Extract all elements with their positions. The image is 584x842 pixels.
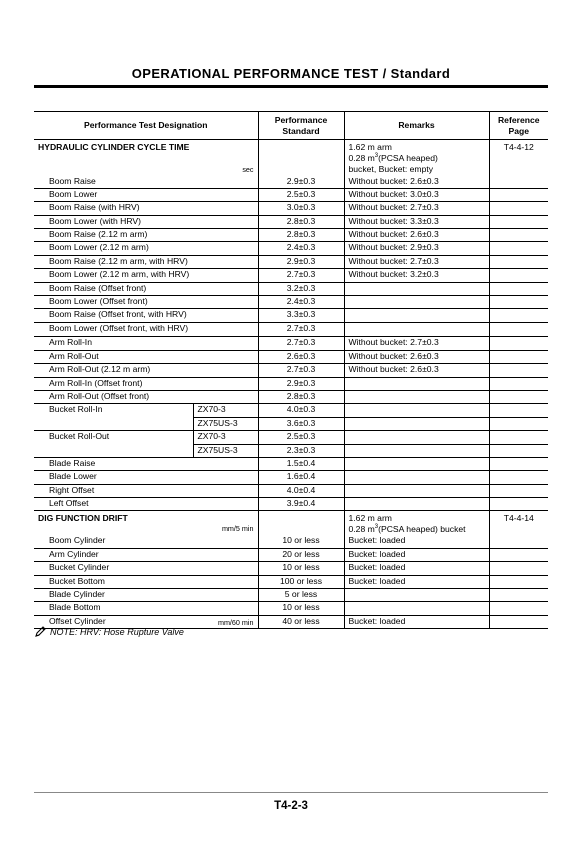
standard-value: 2.7±0.3 — [258, 337, 344, 350]
test-name: Boom Lower — [34, 188, 258, 201]
section-unit-drift: mm/5 min — [221, 524, 254, 534]
title-rule — [34, 85, 548, 88]
reference-cell — [489, 296, 548, 309]
test-name: Boom Cylinder — [49, 535, 106, 546]
reference-cell — [489, 575, 548, 588]
remark — [344, 444, 489, 457]
standard-value: 2.7±0.3 — [258, 269, 344, 282]
table-row — [34, 323, 548, 337]
standard-value: 3.3±0.3 — [258, 309, 344, 323]
header-designation: Performance Test Designation — [83, 120, 208, 131]
section-remarks-cycle: 1.62 m arm 0.28 $m^3(PCSA$ heaped) bucket, Bucket: empty — [344, 140, 489, 176]
reference-cell — [489, 269, 548, 282]
standard-value: 1.5±0.4 — [258, 457, 344, 470]
performance-table — [34, 111, 548, 629]
remark: Without bucket: 2.6±0.3 — [344, 350, 489, 363]
remark — [344, 323, 489, 337]
standard-value: 2.5±0.3 — [258, 431, 344, 444]
reference-cell — [489, 337, 548, 350]
table-row — [34, 377, 548, 390]
reference-cell — [489, 188, 548, 201]
drift-name-cell — [34, 602, 258, 615]
reference-cell — [489, 282, 548, 295]
remark: Without bucket: 2.6±0.3 — [344, 176, 489, 189]
remark: Without bucket: 2.6±0.3 — [344, 364, 489, 377]
test-name — [34, 417, 193, 430]
reference-cell — [489, 176, 548, 189]
reference-cell — [489, 562, 548, 575]
table-row — [34, 364, 548, 377]
standard-value: 4.0±0.3 — [258, 404, 344, 417]
standard-value: 2.9±0.3 — [258, 176, 344, 189]
footer-rule — [34, 792, 548, 793]
reference-cell — [489, 589, 548, 602]
drift-name-cell — [34, 589, 258, 602]
remark — [344, 282, 489, 295]
test-name: Boom Lower (with HRV) — [34, 215, 258, 228]
table-row — [34, 296, 548, 309]
table-row — [34, 215, 548, 228]
reference-cell — [489, 323, 548, 337]
test-name: Bucket Roll-Out — [49, 431, 110, 442]
reference-cell — [489, 364, 548, 377]
note-text: NOTE: HRV: Hose Rupture Valve — [50, 627, 184, 637]
standard-value: 10 or less — [258, 602, 344, 615]
table-row — [34, 602, 548, 615]
standard-value: 100 or less — [258, 575, 344, 588]
table-row — [34, 562, 548, 575]
standard-value: 4.0±0.4 — [258, 484, 344, 497]
standard-value: 2.9±0.3 — [258, 255, 344, 268]
standard-value: 10 or less — [258, 562, 344, 575]
test-name: Boom Raise — [34, 176, 258, 189]
standard-value: 2.7±0.3 — [258, 364, 344, 377]
remark: Without bucket: 2.7±0.3 — [344, 202, 489, 215]
standard-value: 2.4±0.3 — [258, 296, 344, 309]
test-name: Boom Raise (Offset front, with HRV) — [34, 309, 258, 323]
remark: Without bucket: 3.0±0.3 — [344, 188, 489, 201]
page-number: T4-2-3 — [274, 800, 308, 812]
reference-cell — [489, 535, 548, 548]
test-name: Offset Cylinder — [49, 615, 106, 626]
standard-value: 2.4±0.3 — [258, 242, 344, 255]
row-unit: mm/60 min — [217, 617, 254, 627]
remark — [344, 431, 489, 444]
test-name: Boom Raise (Offset front) — [34, 282, 258, 295]
remark: Without bucket: 2.7±0.3 — [344, 255, 489, 268]
table-row — [34, 229, 548, 242]
remark — [344, 484, 489, 497]
reference-cell — [489, 242, 548, 255]
section-header-cycle — [34, 140, 548, 176]
remark: Without bucket: 2.6±0.3 — [344, 229, 489, 242]
test-name: Blade Bottom — [49, 602, 101, 613]
table-row — [34, 176, 548, 189]
remark — [344, 589, 489, 602]
reference-cell — [489, 229, 548, 242]
remark: Bucket: loaded — [344, 562, 489, 575]
table-body — [34, 140, 548, 629]
table-row — [34, 471, 548, 484]
test-name: Arm Roll-Out (2.12 m arm) — [34, 364, 258, 377]
remark — [344, 457, 489, 470]
test-name: Blade Cylinder — [49, 589, 105, 600]
drift-name-cell — [34, 562, 258, 575]
test-name: Arm Roll-In — [34, 337, 258, 350]
remark — [344, 471, 489, 484]
reference-cell — [489, 498, 548, 511]
standard-value: 2.7±0.3 — [258, 323, 344, 337]
reference-cell — [489, 484, 548, 497]
remark — [344, 309, 489, 323]
drift-name-cell — [34, 535, 258, 548]
standard-value: 1.6±0.4 — [258, 471, 344, 484]
test-name: Arm Roll-In (Offset front) — [34, 377, 258, 390]
standard-value: 3.0±0.3 — [258, 202, 344, 215]
section-header-drift — [34, 511, 548, 536]
table-row — [34, 417, 548, 430]
reference-cell — [489, 350, 548, 363]
test-name: Blade Raise — [34, 457, 258, 470]
section-reference-drift: T4-4-14 — [489, 511, 548, 536]
reference-cell — [489, 602, 548, 615]
table-row — [34, 350, 548, 363]
reference-cell — [489, 215, 548, 228]
reference-cell — [489, 309, 548, 323]
reference-cell — [489, 202, 548, 215]
remark — [344, 404, 489, 417]
drift-name-cell — [34, 575, 258, 588]
remark — [344, 417, 489, 430]
standard-value: 5 or less — [258, 589, 344, 602]
remark: Bucket: loaded — [344, 535, 489, 548]
remark: Without bucket: 2.7±0.3 — [344, 337, 489, 350]
note — [34, 625, 184, 638]
header-standard: Performance Standard — [258, 112, 344, 140]
table-row — [34, 242, 548, 255]
reference-cell — [489, 444, 548, 457]
remark: Bucket: loaded — [344, 548, 489, 561]
standard-value: 20 or less — [258, 548, 344, 561]
table-row — [34, 589, 548, 602]
reference-cell — [489, 390, 548, 403]
standard-value: 2.6±0.3 — [258, 350, 344, 363]
remark: Without bucket: 3.2±0.3 — [344, 269, 489, 282]
standard-value: 2.3±0.3 — [258, 444, 344, 457]
test-name — [34, 444, 193, 457]
test-name: Boom Raise (2.12 m arm) — [34, 229, 258, 242]
test-name: Arm Cylinder — [49, 548, 99, 559]
section-remarks-drift: 1.62 m arm 0.28 $m^3(PCSA$ heaped) bucket — [344, 511, 489, 536]
test-name: Blade Lower — [34, 471, 258, 484]
table-row — [34, 282, 548, 295]
table-row — [34, 202, 548, 215]
section-unit-cycle: sec — [242, 164, 254, 174]
table-row — [34, 255, 548, 268]
reference-cell — [489, 548, 548, 561]
table-row — [34, 444, 548, 457]
table-row — [34, 431, 548, 444]
table-row — [34, 404, 548, 417]
table-row — [34, 535, 548, 548]
test-name: Left Offset — [34, 498, 258, 511]
test-name: Boom Lower (Offset front, with HRV) — [34, 323, 258, 337]
test-name: Bucket Bottom — [49, 575, 105, 586]
reference-cell — [489, 457, 548, 470]
reference-cell — [489, 417, 548, 430]
model-name: ZX75US-3 — [193, 444, 258, 457]
remark — [344, 602, 489, 615]
page-title: OPERATIONAL PERFORMANCE TEST / Standard — [131, 66, 451, 81]
table-row — [34, 498, 548, 511]
remark: Bucket: loaded — [344, 575, 489, 588]
test-name: Bucket Roll-In — [49, 404, 103, 415]
reference-cell — [489, 255, 548, 268]
table-row — [34, 548, 548, 561]
model-name: ZX70-3 — [193, 404, 258, 417]
remark: Without bucket: 3.3±0.3 — [344, 215, 489, 228]
standard-value: 2.8±0.3 — [258, 229, 344, 242]
model-name: ZX75US-3 — [193, 417, 258, 430]
test-name: Boom Lower (2.12 m arm, with HRV) — [34, 269, 258, 282]
standard-value: 2.5±0.3 — [258, 188, 344, 201]
standard-value: 3.6±0.3 — [258, 417, 344, 430]
table-row — [34, 457, 548, 470]
model-name: ZX70-3 — [193, 431, 258, 444]
standard-value: 2.8±0.3 — [258, 390, 344, 403]
remark: Without bucket: 2.9±0.3 — [344, 242, 489, 255]
reference-cell — [489, 404, 548, 417]
remark — [344, 377, 489, 390]
table-row — [34, 188, 548, 201]
test-name: Arm Roll-Out — [34, 350, 258, 363]
test-name: Boom Lower (Offset front) — [34, 296, 258, 309]
test-name: Boom Raise (with HRV) — [34, 202, 258, 215]
standard-value: 40 or less — [258, 615, 344, 628]
section-reference-cycle: T4-4-12 — [489, 140, 548, 176]
standard-value: 3.2±0.3 — [258, 282, 344, 295]
table-header-row — [34, 112, 548, 140]
standard-value: 10 or less — [258, 535, 344, 548]
header-reference: Reference Page — [489, 112, 548, 140]
test-name: Bucket Cylinder — [49, 562, 110, 573]
reference-cell — [489, 377, 548, 390]
test-name: Arm Roll-Out (Offset front) — [34, 390, 258, 403]
reference-cell — [489, 471, 548, 484]
remark — [344, 498, 489, 511]
test-name: Right Offset — [34, 484, 258, 497]
section-title-cycle: HYDRAULIC CYLINDER CYCLE TIME — [38, 142, 190, 152]
standard-value: 2.9±0.3 — [258, 377, 344, 390]
drift-name-cell — [34, 548, 258, 561]
table-row — [34, 575, 548, 588]
pencil-icon — [34, 625, 47, 638]
table-row — [34, 337, 548, 350]
reference-cell — [489, 615, 548, 628]
reference-cell — [489, 431, 548, 444]
section-title-drift: DIG FUNCTION DRIFT — [38, 513, 128, 524]
table-row — [34, 269, 548, 282]
test-name: Boom Lower (2.12 m arm) — [34, 242, 258, 255]
remark: Bucket: loaded — [344, 615, 489, 628]
table-row — [34, 390, 548, 403]
standard-value: 2.8±0.3 — [258, 215, 344, 228]
header-remarks: Remarks — [344, 112, 489, 140]
remark — [344, 296, 489, 309]
test-name: Boom Raise (2.12 m arm, with HRV) — [34, 255, 258, 268]
standard-value: 3.9±0.4 — [258, 498, 344, 511]
table-row — [34, 484, 548, 497]
table-row — [34, 309, 548, 323]
remark — [344, 390, 489, 403]
